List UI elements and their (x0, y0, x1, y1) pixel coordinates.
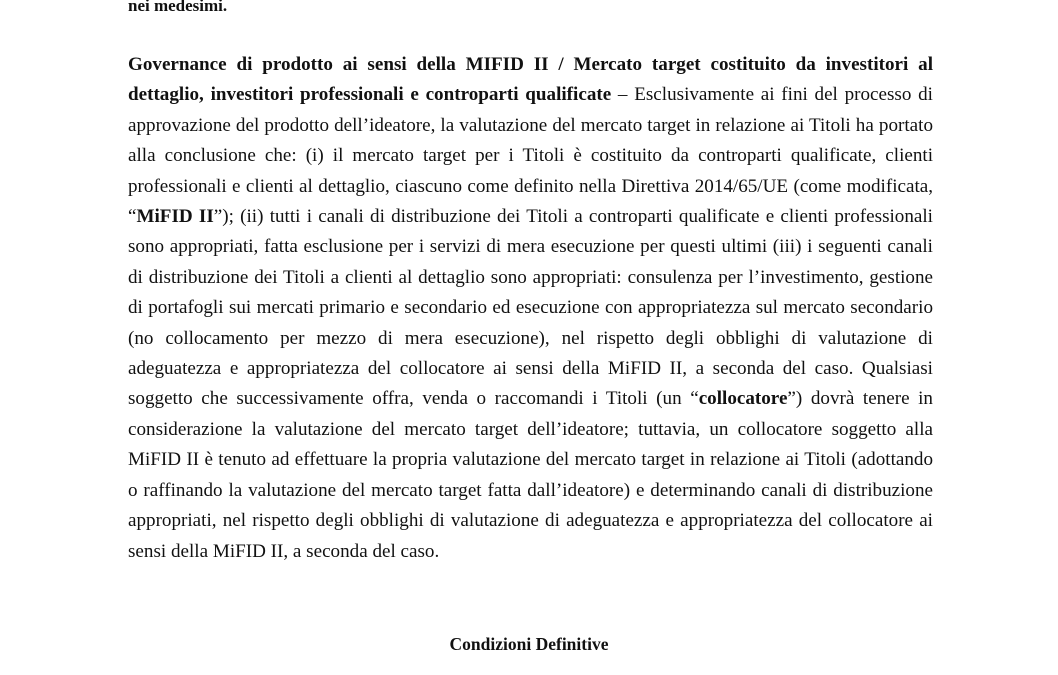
governance-text-part-2: ”); (ii) tutti i canali di distribuzione dei Titoli a controparti qualificate e clienti professionali sono appropriati, fatta esclusione per i servizi di mera esecuzione per questi ultimi (iii) i seguenti canali di distribuzione dei Titoli a clienti al dettaglio sono appropriati: consulenza per l’investimento, gestione di portafogli sui mercati primario e secondario ed esecuzione con appropriatezza sul mercato secondario (no collocamento per mezzo di mera esecuzione), nel rispetto degli obblighi di valutazione di adeguatezza e appropriatezza del collocatore ai sensi della MiFID II, a seconda del caso. Qualsiasi soggetto che successivamente offra, venda o raccomandi i Titoli (un “ (128, 206, 933, 410)
governance-paragraph (128, 50, 933, 567)
term-mifid-ii: MiFID II (136, 206, 214, 228)
governance-text-part-3: ”) dovrà tenere in considerazione la valutazione del mercato target dell’ideatore; tuttavia, un collocatore soggetto alla MiFID II è tenuto ad effettuare la propria valutazione del mercato target in relazione ai Titoli (adottando o raffinando la valutazione del mercato target fatta dall’ideatore) e determinando canali di distribuzione appropriati, nel rispetto degli obblighi di valutazione di adeguatezza e appropriatezza del collocatore ai sensi della MiFID II, a seconda del caso. (128, 388, 933, 562)
section-heading-condizioni-definitive: Condizioni Definitive (449, 634, 609, 654)
cut-off-next-line (318, 665, 758, 675)
previous-paragraph-fragment: nei medesimi. (128, 0, 228, 15)
governance-heading: Governance di prodotto ai sensi della MIFID II / Mercato target costituito da investitori al dettaglio, investitori professionali e controparti qualificate (128, 54, 933, 106)
term-collocatore: collocatore (698, 388, 788, 410)
governance-text-part-1: – Esclusivamente ai fini del processo di approvazione del prodotto dell’ideatore, la valutazione del mercato target in relazione ai Titoli ha portato alla conclusione che: (i) il mercato target per i Titoli è costituito da controparti qualificate, clienti professionali e clienti al dettaglio, ciascuno come definito nella Direttiva 2014/65/UE (come modificata, “ (128, 84, 933, 228)
